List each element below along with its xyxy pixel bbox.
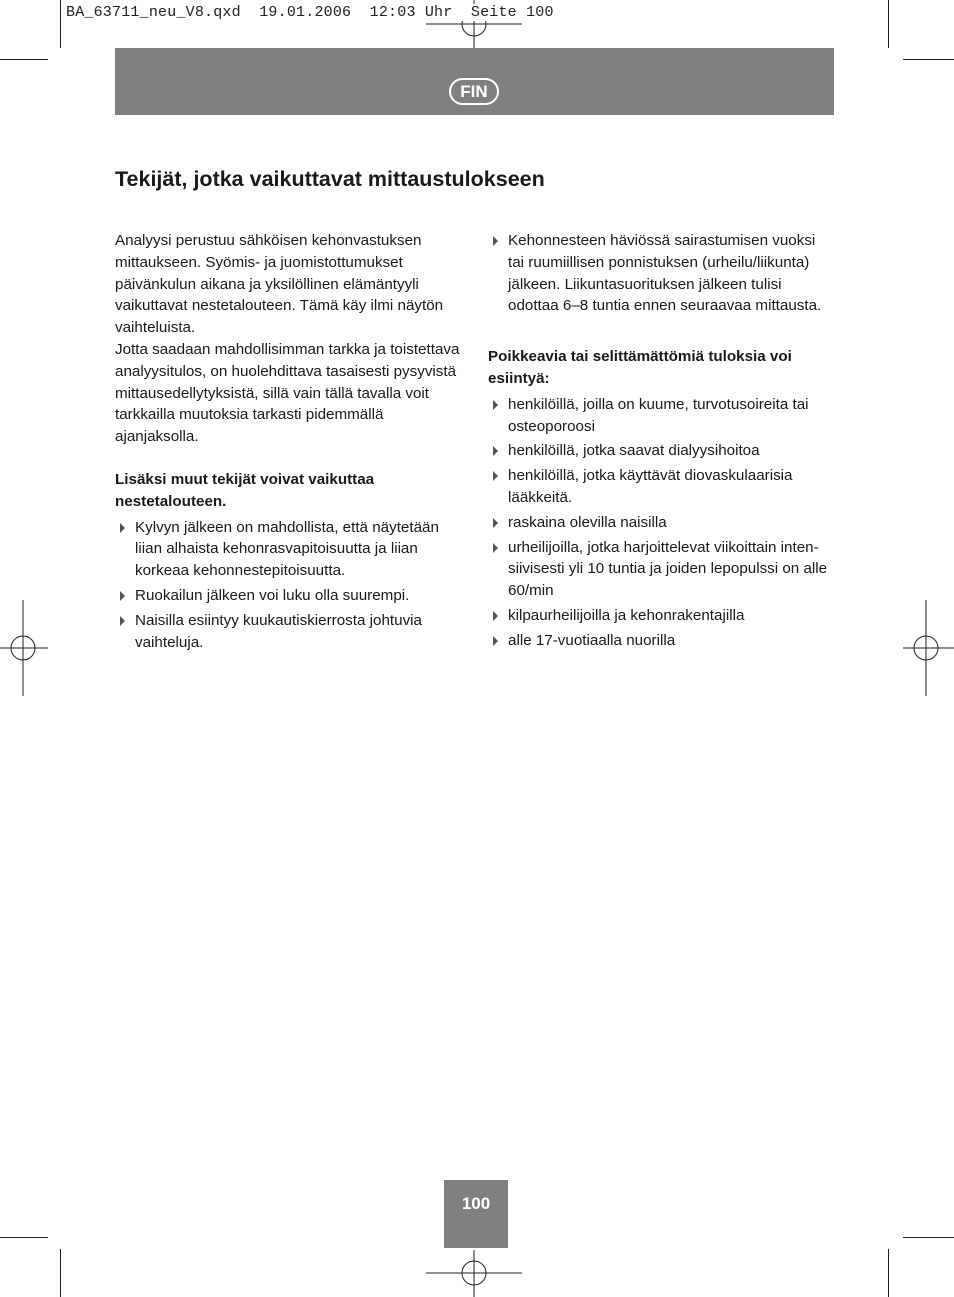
list-item: henkilöillä, jotka käyttävät diovaskulaarisia lääkkeitä. [488,465,833,509]
print-slug-line: BA_63711_neu_V8.qxd 19.01.2006 12:03 Uhr Seite 100 [66,4,554,21]
crop-mark [60,0,61,48]
left-bullet-list [115,517,465,654]
crop-mark [888,0,889,48]
bullet-arrow-icon [120,591,125,601]
right-top-bullet-list [488,230,833,317]
crop-mark [0,1237,48,1238]
list-item: henkilöillä, joilla on kuume, turvotusoireita tai osteoporoosi [488,394,833,438]
crop-mark [888,1249,889,1297]
registration-mark-right [903,600,954,696]
list-item: urheilijoilla, jotka harjoittelevat viikoittain inten-siivisesti yli 10 tuntia ja joiden lepopulssi on alle 60/min [488,537,833,602]
bullet-arrow-icon [493,446,498,456]
crop-mark [0,59,48,60]
left-subheading: Lisäksi muut tekijät voivat vaikuttaa nestetalouteen. [115,470,375,510]
registration-mark-bottom [426,1250,524,1297]
crop-mark [60,1249,61,1297]
right-bullet-list [488,394,833,652]
language-badge: FIN [449,78,499,105]
crop-mark [903,1237,954,1238]
list-item: Ruokailun jälkeen voi luku olla suurempi. [115,585,465,607]
list-item: henkilöillä, jotka saavat dialyysihoitoa [488,440,833,462]
bullet-arrow-icon [493,236,498,246]
page-number: 100 [444,1180,508,1248]
list-item: alle 17-vuotiaalla nuorilla [488,630,833,652]
crop-mark [903,59,954,60]
list-item: raskaina olevilla naisilla [488,512,833,534]
right-subheading: Poikkeavia tai selittämättömiä tuloksia voi esiintyä: [488,348,792,387]
bullet-arrow-icon [493,400,498,410]
registration-mark-left [0,600,48,696]
bullet-arrow-icon [120,523,125,533]
bullet-arrow-icon [120,616,125,626]
list-item: Naisilla esiintyy kuukautiskierrosta johtuvia vaihteluja. [115,610,465,654]
right-column [488,230,833,655]
left-column [115,230,465,656]
bullet-arrow-icon [493,471,498,481]
bullet-arrow-icon [493,611,498,621]
intro-paragraph: Analyysi perustuu sähköisen kehonvastuksen mittaukseen. Syömis- ja juomistottumukset päivänkulun aikana ja yksilöllinen elämäntyyli vaikuttavat nestetalouteen. Tämä käy ilmi näytön vaihteluista. [115,232,444,337]
bullet-arrow-icon [493,543,498,553]
list-item: kilpaurheilijoilla ja kehonrakentajilla [488,605,833,627]
page-title: Tekijät, jotka vaikuttavat mittaustulokseen [115,167,545,191]
list-item: Kylvyn jälkeen on mahdollista, että näytetään liian alhaista kehonrasvapitoisuutta ja liian korkeaa kehonnestepitoisuutta. [115,517,465,582]
bold-intro-paragraph: Jotta saadaan mahdollisimman tarkka ja toistettava analyysitulos, on huolehdittava tasaisesti pysyvistä mittausedellytyksistä, sillä vain tällä tavalla voit tarkkailla muutoksia tarkasti pidemmällä ajanjaksolla. [115,340,460,446]
bullet-arrow-icon [493,518,498,528]
list-item: Kehonnesteen häviössä sairastumisen vuoksi tai ruumiillisen ponnistuksen (urheilu/liikunta) jälkeen. Liikuntasuorituksen jälkeen tulisi odottaa 6–8 tuntia ennen seuraavaa mittausta. [488,230,833,317]
bullet-arrow-icon [493,636,498,646]
